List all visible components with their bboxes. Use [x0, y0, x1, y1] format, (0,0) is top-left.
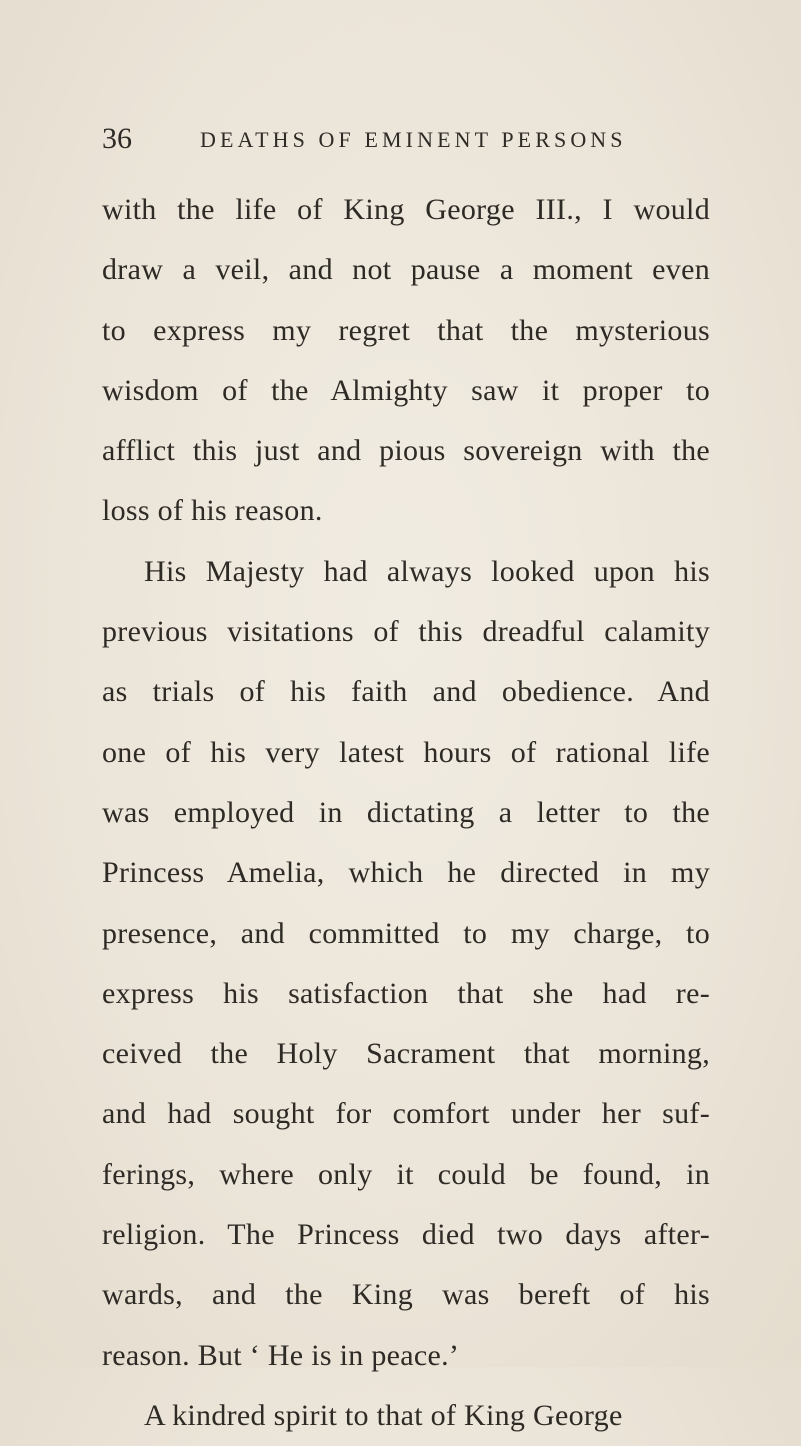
text-line: previous visitations of this dreadful calamity [102, 615, 710, 649]
text-line: and had sought for comfort under her suf- [102, 1097, 710, 1131]
paragraph-start-line: A kindred spirit to that of King George [144, 1398, 623, 1432]
text-line: Princess Amelia, which he directed in my [102, 856, 710, 890]
paragraph-start-line: His Majesty had always looked upon his [144, 554, 710, 588]
text-line: presence, and committed to my charge, to [102, 916, 710, 950]
text-line: with the life of King George III., I would [102, 193, 710, 226]
text-line: religion. The Princess died two days after- [102, 1218, 710, 1252]
text-line: wards, and the King was bereft of his [102, 1278, 710, 1312]
paragraph-end-line: loss of his reason. [102, 494, 323, 528]
text-line: wisdom of the Almighty saw it proper to [102, 373, 710, 407]
text-line: afflict this just and pious sovereign with the [102, 434, 710, 468]
running-title: DEATHS OF EMINENT PERSONS [200, 127, 627, 152]
text-line: one of his very latest hours of rational life [102, 735, 710, 769]
running-head [100, 119, 740, 159]
page-number: 36 [102, 122, 132, 155]
text-line: as trials of his faith and obedience. And [102, 675, 710, 709]
text-line: express his satisfaction that she had re- [102, 976, 710, 1010]
body-text [102, 180, 710, 1446]
text-line: draw a veil, and not pause a moment even [102, 253, 710, 287]
text-line: to express my regret that the mysterious [102, 313, 710, 347]
text-line: ceived the Holy Sacrament that morning, [102, 1037, 710, 1071]
paragraph-end-line: reason. But ‘ He is in peace.’ [102, 1338, 460, 1372]
text-line: ferings, where only it could be found, in [102, 1157, 710, 1191]
text-line: was employed in dictating a letter to the [102, 795, 710, 829]
